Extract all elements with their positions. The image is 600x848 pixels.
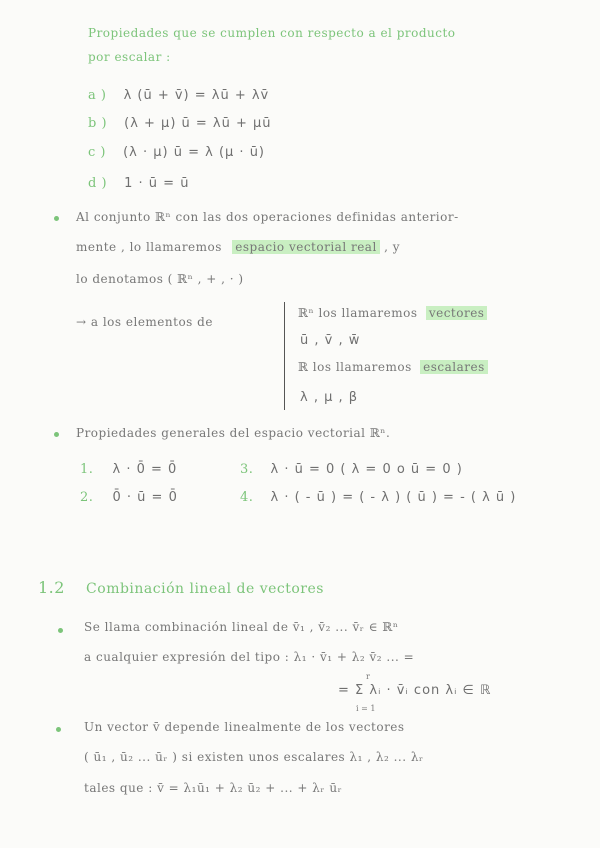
vectors-highlight: vectores bbox=[426, 306, 488, 320]
section-heading bbox=[38, 578, 324, 597]
properties-title-line1: Propiedades que se cumplen con respecto a el producto bbox=[88, 26, 456, 40]
elements-lead: → a los elementos de bbox=[76, 315, 213, 329]
vector-space-line2 bbox=[76, 240, 400, 254]
general-property-2 bbox=[80, 486, 178, 505]
section-title: Combinación lineal de vectores bbox=[86, 581, 324, 597]
property-label: c ) bbox=[88, 145, 106, 160]
property-item-a bbox=[88, 84, 269, 103]
general-properties-title: Propiedades generales del espacio vectorial ℝⁿ. bbox=[76, 426, 391, 440]
vector-space-line2-post: , y bbox=[384, 240, 401, 254]
scalars-highlight: escalares bbox=[420, 360, 488, 374]
section-number: 1.2 bbox=[38, 578, 65, 597]
properties-title-line2: por escalar : bbox=[88, 50, 171, 64]
scalars-line bbox=[298, 360, 488, 374]
scalars-text: ℝ los llamaremos bbox=[298, 360, 412, 374]
property-label: b ) bbox=[88, 116, 108, 131]
scalars-symbols: λ , μ , β bbox=[300, 390, 359, 405]
general-property-4 bbox=[240, 486, 516, 505]
vectors-text: ℝⁿ los llamaremos bbox=[298, 306, 418, 320]
general-property-1 bbox=[80, 458, 177, 477]
linear-combination-line3: = Σ λᵢ · v̄ᵢ con λᵢ ∈ ℝ bbox=[338, 683, 492, 698]
property-number: 1. bbox=[80, 462, 94, 477]
property-formula: (λ · μ) ū = λ (μ · ū) bbox=[123, 145, 266, 160]
bullet-icon bbox=[56, 727, 61, 732]
general-property-3 bbox=[240, 458, 463, 477]
linear-combination-line2: a cualquier expresión del tipo : λ₁ · v̄₁ + λ₂ v̄₂ ... = bbox=[84, 650, 415, 664]
bullet-icon bbox=[54, 216, 59, 221]
linear-dependence-line1: Un vector v̄ depende linealmente de los vectores bbox=[84, 720, 405, 734]
property-formula: λ · 0̄ = 0̄ bbox=[112, 462, 178, 477]
property-formula: 0̄ · ū = 0̄ bbox=[112, 490, 178, 505]
property-item-c bbox=[88, 141, 265, 160]
bullet-icon bbox=[58, 628, 63, 633]
vectors-symbols: ū , v̄ , w̄ bbox=[300, 333, 361, 348]
linear-dependence-line2: ( ū₁ , ū₂ ... ūᵣ ) si existen unos escalares λ₁ , λ₂ ... λᵣ bbox=[84, 750, 424, 764]
vector-space-line1: Al conjunto ℝⁿ con las dos operaciones definidas anterior- bbox=[76, 210, 459, 224]
property-number: 4. bbox=[240, 490, 254, 505]
property-formula: λ (ū + v̄) = λū + λv̄ bbox=[123, 88, 270, 103]
property-formula: (λ + μ) ū = λū + μū bbox=[124, 116, 272, 131]
linear-dependence-line3: tales que : v̄ = λ₁ū₁ + λ₂ ū₂ + ... + λᵣ ūᵣ bbox=[84, 781, 343, 795]
sum-upper-index: r bbox=[366, 672, 370, 681]
vector-space-line3: lo denotamos ( ℝⁿ , + , · ) bbox=[76, 272, 244, 286]
property-label: d ) bbox=[88, 176, 108, 191]
vector-space-highlight: espacio vectorial real bbox=[232, 240, 380, 254]
linear-combination-line1: Se llama combinación lineal de v̄₁ , v̄₂ ... v̄ᵣ ∈ ℝⁿ bbox=[84, 620, 399, 634]
bullet-icon bbox=[54, 432, 59, 437]
bracket-bar bbox=[284, 302, 285, 410]
property-item-b bbox=[88, 112, 272, 131]
vector-space-line2-pre: mente , lo llamaremos bbox=[76, 240, 222, 254]
property-item-d bbox=[88, 172, 189, 191]
property-formula: λ · ( - ū ) = ( - λ ) ( ū ) = - ( λ ū ) bbox=[270, 490, 517, 505]
property-formula: λ · ū = 0 ( λ = 0 o ū = 0 ) bbox=[270, 462, 463, 477]
property-number: 2. bbox=[80, 490, 94, 505]
property-number: 3. bbox=[240, 462, 254, 477]
sum-lower-index: i = 1 bbox=[356, 704, 376, 713]
property-label: a ) bbox=[88, 88, 107, 103]
vectors-line bbox=[298, 306, 487, 320]
property-formula: 1 · ū = ū bbox=[124, 176, 190, 191]
